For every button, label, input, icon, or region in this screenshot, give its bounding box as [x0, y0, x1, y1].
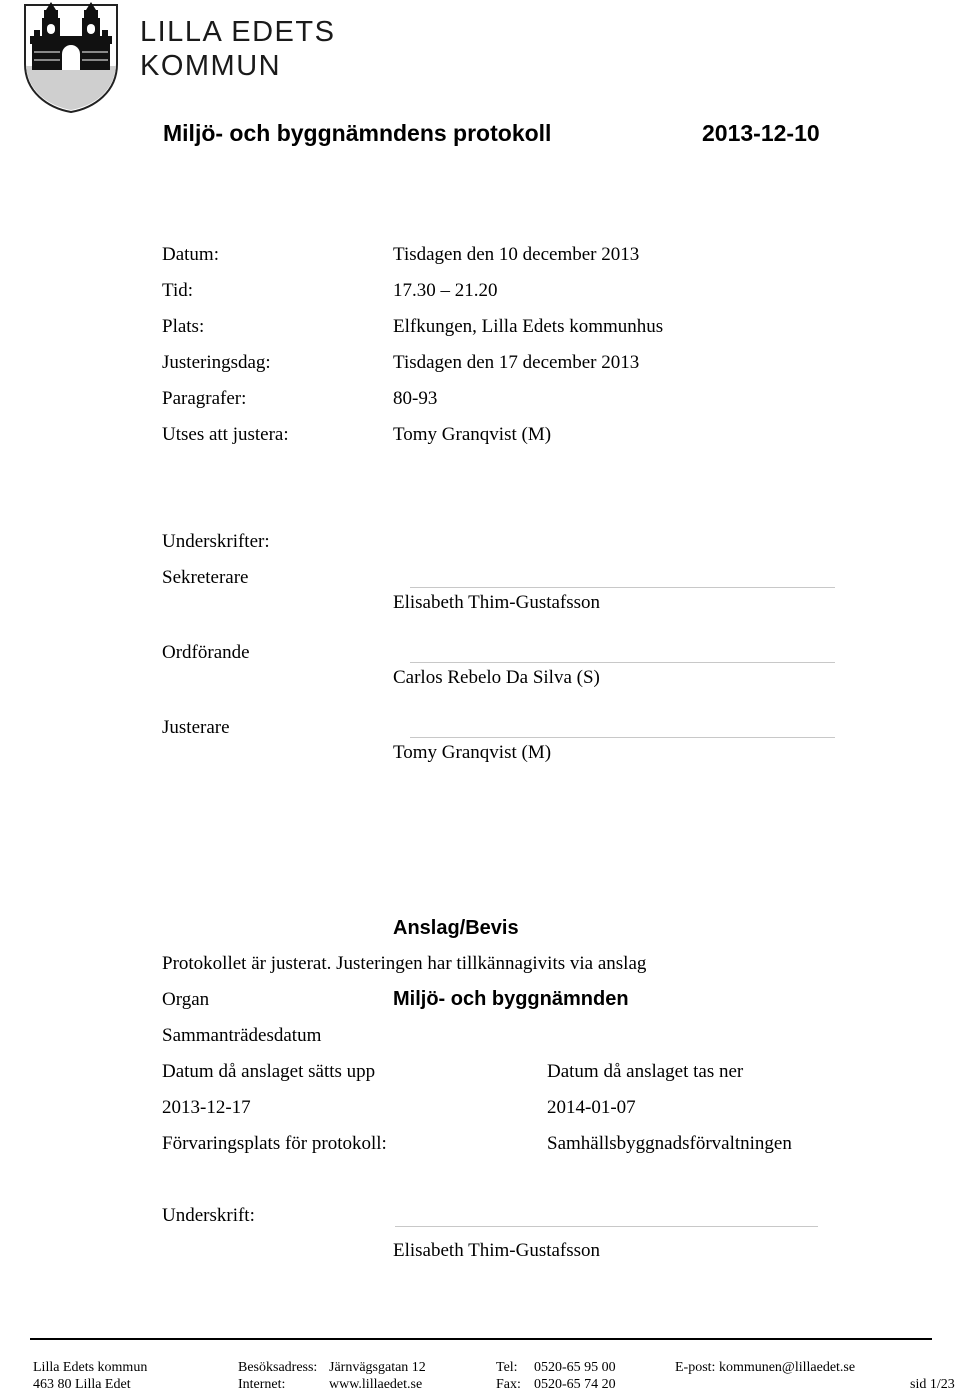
meeting-label-date: Datum:	[162, 244, 219, 265]
signature-name-adjuster: Tomy Granqvist (M)	[393, 742, 552, 763]
meeting-value-adjuster: Tomy Granqvist (M)	[393, 424, 552, 445]
notice-organ-value: Miljö- och byggnämnden	[393, 988, 629, 1010]
page-title: Miljö- och byggnämndens protokoll	[163, 120, 552, 146]
notice-heading: Anslag/Bevis	[393, 917, 519, 939]
meeting-label-adjustment-day: Justeringsdag:	[162, 352, 271, 373]
notice-meeting-date-label: Sammanträdesdatum	[162, 1025, 322, 1046]
signature-line-adjuster	[410, 737, 835, 738]
notice-signature-line	[395, 1226, 818, 1227]
footer-tel-value: 0520-65 95 00	[534, 1360, 616, 1375]
footer-visit-label: Besöksadress:	[238, 1360, 318, 1375]
footer-org-name: Lilla Edets kommun	[33, 1360, 148, 1375]
signature-line-secretary	[410, 587, 835, 588]
notice-intro: Protokollet är justerat. Justeringen har tillkännagivits via anslag	[162, 953, 647, 974]
notice-signature-label: Underskrift:	[162, 1205, 255, 1226]
signature-role-chair: Ordförande	[162, 642, 250, 663]
footer-tel-label: Tel:	[496, 1360, 518, 1375]
meeting-value-place: Elfkungen, Lilla Edets kommunhus	[393, 316, 664, 337]
notice-posted-date: 2013-12-17	[162, 1097, 251, 1118]
footer-rule	[30, 1338, 932, 1340]
signature-line-chair	[410, 662, 835, 663]
signature-role-secretary: Sekreterare	[162, 567, 249, 588]
signature-role-adjuster: Justerare	[162, 717, 230, 738]
meeting-value-date: Tisdagen den 10 december 2013	[393, 244, 640, 265]
meeting-label-place: Plats:	[162, 316, 205, 337]
signatures-heading: Underskrifter:	[162, 531, 270, 552]
municipality-name-line1: LILLA EDETS	[140, 16, 336, 48]
footer-fax-value: 0520-65 74 20	[534, 1377, 616, 1392]
notice-organ-label: Organ	[162, 989, 210, 1010]
notice-storage-value: Samhällsbyggnadsförvaltningen	[547, 1133, 792, 1154]
meeting-value-paragraphs: 80-93	[393, 388, 438, 409]
footer-postal-address: 463 80 Lilla Edet	[33, 1377, 131, 1392]
notice-signature-name: Elisabeth Thim-Gustafsson	[393, 1240, 601, 1261]
signature-name-secretary: Elisabeth Thim-Gustafsson	[393, 592, 601, 613]
notice-storage-label: Förvaringsplats för protokoll:	[162, 1133, 387, 1154]
municipality-name-line2: KOMMUN	[140, 50, 282, 82]
notice-posted-label: Datum då anslaget sätts upp	[162, 1061, 376, 1082]
meeting-value-adjustment-day: Tisdagen den 17 december 2013	[393, 352, 640, 373]
meeting-value-time: 17.30 – 21.20	[393, 280, 498, 301]
footer-fax-label: Fax:	[496, 1377, 521, 1392]
notice-removed-label: Datum då anslaget tas ner	[547, 1061, 744, 1082]
footer-page-number: sid 1/23	[910, 1377, 955, 1392]
signature-name-chair: Carlos Rebelo Da Silva (S)	[393, 667, 600, 688]
meeting-label-adjuster: Utses att justera:	[162, 424, 289, 445]
footer-email[interactable]: E-post: kommunen@lillaedet.se	[675, 1360, 856, 1375]
meeting-label-time: Tid:	[162, 280, 193, 301]
footer-web-link[interactable]: www.lillaedet.se	[329, 1377, 423, 1392]
footer-web-label: Internet:	[238, 1377, 286, 1392]
notice-removed-date: 2014-01-07	[547, 1097, 636, 1118]
lilla-edet-coat-of-arms-icon	[22, 2, 120, 114]
protocol-date: 2013-12-10	[702, 120, 820, 146]
meeting-label-paragraphs: Paragrafer:	[162, 388, 247, 409]
footer-visit-address: Järnvägsgatan 12	[329, 1360, 426, 1375]
